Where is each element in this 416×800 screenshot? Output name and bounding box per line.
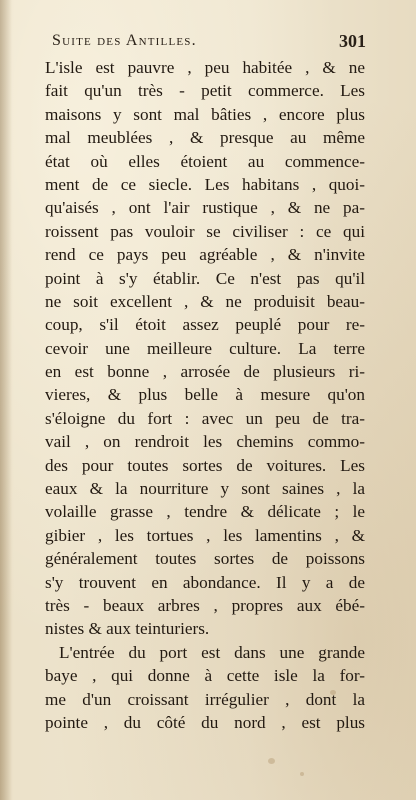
- text-line: généralement toutes sortes de poissons: [45, 549, 365, 569]
- running-title: Suite des Antilles.: [52, 32, 197, 49]
- gutter-shadow: [0, 0, 12, 800]
- text-line: vieres, & plus belle à mesure qu'on: [45, 385, 365, 405]
- running-head: [44, 30, 366, 54]
- text-line: des pour toutes sortes de voitures. Les: [45, 455, 365, 475]
- text-line: baye , qui donne à cette isle la for-: [45, 666, 365, 686]
- body-text: [45, 56, 365, 734]
- text-line: qu'aisés , ont l'air rustique , & ne pa-: [45, 198, 365, 218]
- text-line: vail , on rendroit les chemins commo-: [45, 432, 365, 452]
- text-line: volaille grasse , tendre & délicate ; le: [45, 502, 365, 522]
- text-line: coup, s'il étoit assez peuplé pour re-: [45, 315, 365, 335]
- text-line: L'isle est pauvre , peu habitée , & ne: [45, 58, 365, 77]
- text-line: très - beaux arbres , propres aux ébé-: [45, 595, 365, 615]
- text-line: eaux & la nourriture y sont saines , la: [45, 479, 365, 499]
- paragraph-start-line: L'entrée du port est dans une grande: [59, 642, 365, 662]
- text-line: cevoir une meilleure culture. La terre: [45, 338, 365, 358]
- paper-stain: [268, 758, 275, 764]
- text-line: s'éloigne du fort : avec un peu de tra-: [45, 408, 365, 428]
- text-line: s'y trouvent en abondance. Il y a de: [45, 572, 365, 592]
- text-line: fait qu'un très - petit commerce. Les: [45, 81, 365, 101]
- text-line: roissent pas vouloir se civiliser : ce qui: [45, 221, 365, 241]
- page-number: 301: [339, 31, 366, 51]
- text-line: ne soit excellent , & ne produisit beau-: [45, 291, 365, 311]
- text-line: pointe , du côté du nord , est plus: [45, 712, 365, 732]
- text-line: gibier , les tortues , les lamentins , &: [45, 525, 365, 545]
- text-line: ment de ce siecle. Les habitans , quoi-: [45, 174, 365, 194]
- paragraph-end-line: nistes & aux teinturiers.: [45, 619, 210, 639]
- paper-stain: [300, 772, 304, 776]
- text-line: me d'un croissant irrégulier , dont la: [45, 689, 365, 709]
- text-line: rend ce pays peu agréable , & n'invite: [45, 245, 365, 265]
- text-line: état où elles étoient au commence-: [45, 151, 365, 171]
- text-line: point à s'y établir. Ce n'est pas qu'il: [45, 268, 365, 288]
- text-line: mal meublées , & presque au même: [45, 128, 365, 148]
- text-line: en est bonne , arrosée de plusieurs ri-: [45, 362, 365, 382]
- text-line: maisons y sont mal bâties , encore plus: [45, 104, 365, 124]
